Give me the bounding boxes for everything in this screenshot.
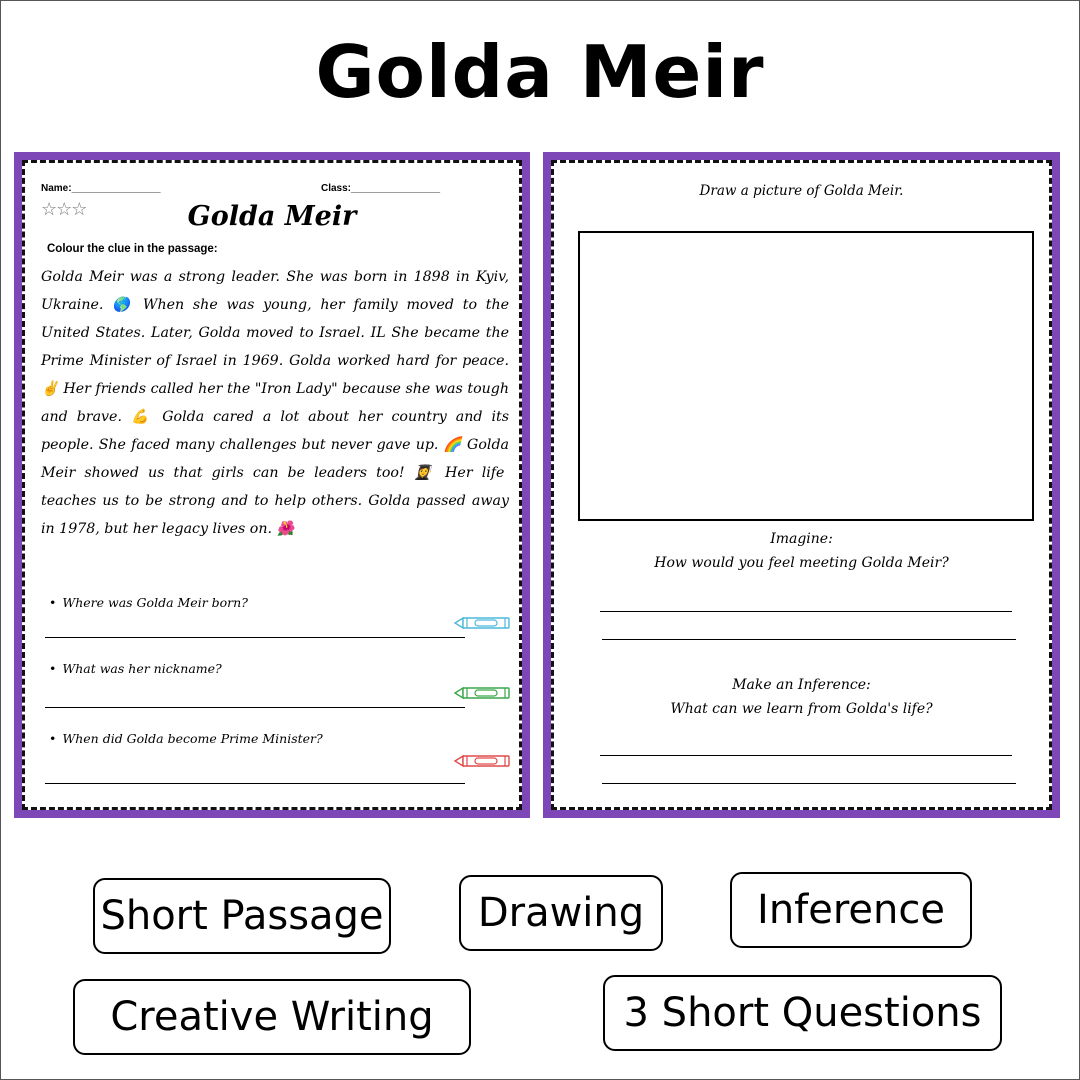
answer-line-1[interactable]: [45, 637, 465, 638]
answer-line-2[interactable]: [45, 707, 465, 708]
red-crayon-icon: [453, 753, 513, 769]
worksheet-passage-inner: [22, 160, 522, 810]
worksheet-title: Golda Meir: [187, 201, 357, 232]
tag-creative-writing: Creative Writing: [73, 979, 471, 1055]
name-field: Name:________________: [41, 183, 161, 194]
question-1: • Where was Golda Meir born?: [49, 595, 248, 610]
green-crayon-icon: [453, 685, 513, 701]
page-title: Golda Meir: [315, 30, 765, 114]
worksheet-passage: [14, 152, 530, 818]
worksheet-activities: [543, 152, 1060, 818]
inference-writing-line-2[interactable]: [602, 783, 1016, 784]
passage-instruction: Colour the clue in the passage:: [47, 243, 218, 255]
reading-passage: Golda Meir was a strong leader. She was born in 1898 in Kyiv, Ukraine. 🌎 When she was young, her family moved to the United States. Later, Golda moved to Israel. IL She became the Prime Minister of Israel in 1969. Golda worked hard for peace. ✌ Her friends called her the "Iron Lady" because she was tough and brave. 💪 Golda cared a lot about her country and its people. She faced many challenges but never gave up. 🌈 Golda Meir showed us that girls can be leaders too! 👩‍🎓 Her life teaches us to be strong and to help others. Golda passed away in 1978, but her legacy lives on. 🌺: [41, 269, 509, 537]
tag-drawing: Drawing: [459, 875, 663, 951]
imagine-label: Imagine:: [770, 531, 833, 547]
tag-inference: Inference: [730, 872, 972, 948]
question-3-text: When did Golda become Prime Minister?: [62, 731, 323, 746]
question-1-text: Where was Golda Meir born?: [62, 595, 248, 610]
answer-line-3[interactable]: [45, 783, 465, 784]
drawing-box[interactable]: [578, 231, 1034, 521]
star-rating-icon: ☆☆☆: [41, 199, 87, 220]
inference-question: What can we learn from Golda's life?: [670, 701, 933, 717]
blue-crayon-icon: [453, 615, 513, 631]
question-3: • When did Golda become Prime Minister?: [49, 731, 323, 746]
imagine-question: How would you feel meeting Golda Meir?: [654, 555, 949, 571]
worksheet-activities-inner: [551, 160, 1052, 810]
question-2: • What was her nickname?: [49, 661, 222, 676]
draw-prompt: Draw a picture of Golda Meir.: [699, 183, 904, 199]
tag-3-short-questions: 3 Short Questions: [603, 975, 1002, 1051]
inference-writing-line-1[interactable]: [600, 755, 1012, 756]
question-2-text: What was her nickname?: [62, 661, 222, 676]
imagine-writing-line-2[interactable]: [602, 639, 1016, 640]
inference-label: Make an Inference:: [732, 677, 871, 693]
imagine-writing-line-1[interactable]: [600, 611, 1012, 612]
class-field: Class:________________: [321, 183, 440, 194]
tag-short-passage: Short Passage: [93, 878, 391, 954]
